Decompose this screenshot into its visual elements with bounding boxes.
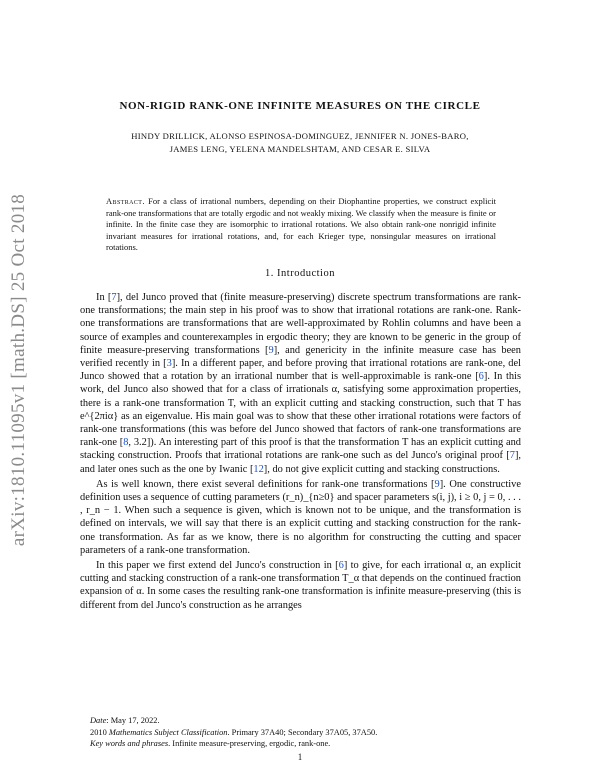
paper-title: NON-RIGID RANK-ONE INFINITE MEASURES ON THE CIRCLE (119, 100, 481, 112)
text-run: ]. One constructive definition uses a sequence of cutting parameters (r_n)_{n≥0} and spacer parameters s(i, j), i ≥ 0, j = 0, . . . , r_n − 1. When such a sequence is given, which is known not to be unique, and the transformation is defined on intervals, we will say that there is an explicit cutting and stacking construction for the rank-one transformation. As far as we know, there is no algorithm for constructing the cutting and spacer parameters of a rank-one transformation. (80, 478, 521, 556)
citation-link[interactable]: 7 (509, 450, 515, 462)
text-run: ], and later ones such as the one by Iwanic [ (80, 450, 521, 475)
footnote-year: 2010 (90, 727, 107, 737)
abstract (106, 196, 496, 254)
text-run: ], and genericity in the infinite measure case has been verified recently in [ (80, 344, 521, 370)
footnote-msc (80, 727, 520, 739)
text-run: ]. In this work, del Junco also showed that for a class of irrationals α, satisfying some approximation properties, there is a rank-one transformation T, with an explicit cutting and stacking construction, such that T has e^{2πiα} as an eigenvalue. His main goal was to show that these other irrational rotations were factors of rank-one transformations (this was before del Junco showed that factors of rank-one transformations are rank-one [ (80, 371, 521, 449)
text-run: ]. In a different paper, and before proving that irrational rotations are rank-one, del Junco showed that a rotation by an irrational number that is well-approximable is rank-one [ (80, 358, 522, 383)
arxiv-stamp-text: arXiv:1810.11095v1 [math.DS] 25 Oct 2018 (8, 193, 30, 547)
arxiv-stamp (4, 160, 34, 580)
footnote-label: Mathematics Subject Classification (108, 727, 228, 737)
paragraph (80, 559, 521, 612)
text-run: ] to give, for each irrational α, an explicit cutting and stacking construction of a rank-one transformation T_α that depends on the continued fraction expansion of α. In some cases the resulting rank-one transformation is infinite measure-preserving (this is different from del Junco's construction as he arranges (80, 560, 521, 611)
page-number: 1 (297, 752, 303, 762)
citation-link[interactable]: 6 (338, 560, 344, 572)
citation-link[interactable]: 8 (123, 437, 129, 449)
text-run: ], do not give explicit cutting and stacking constructions. (263, 463, 500, 475)
text-run: As is well known, there exist several definitions for rank-one transformations [ (96, 478, 435, 490)
citation-link[interactable]: 9 (268, 344, 274, 356)
text-run: , 3.2]). An interesting part of this proof is that the transformation T has an explicit cutting and stacking construction. Proofs that irrational rotations are rank-one such as del Junco's original proof [ (80, 437, 521, 462)
section-number: 1. (265, 268, 274, 279)
section-heading (80, 268, 520, 279)
footnote-value: . Infinite measure-preserving, ergodic, rank-one. (168, 739, 331, 749)
body-text (80, 291, 521, 612)
text-run: In this paper we first extend del Junco's construction in [ (96, 560, 339, 572)
author-list (90, 130, 510, 156)
footnotes (80, 715, 520, 750)
footnote-value: : May 17, 2022. (106, 716, 160, 725)
author-line: HINDY DRILLICK, ALONSO ESPINOSA-DOMINGUEZ, JENNIFER N. JONES-BARO, (131, 131, 469, 141)
section-title: Introduction (277, 268, 335, 279)
citation-link[interactable]: 7 (111, 292, 117, 303)
footnote-date (80, 715, 520, 727)
paragraph (80, 291, 521, 476)
citation-link[interactable]: 9 (434, 478, 440, 490)
paragraph (80, 478, 521, 557)
citation-link[interactable]: 12 (253, 463, 264, 475)
footnote-label: Date (90, 716, 107, 725)
citation-link[interactable]: 3 (166, 358, 172, 370)
text-run: In [ (96, 292, 112, 303)
footnote-keywords (80, 738, 520, 750)
author-line: JAMES LENG, YELENA MANDELSHTAM, AND CESAR E. SILVA (169, 144, 431, 154)
footnote-label: Key words and phrases (90, 739, 169, 749)
citation-link[interactable]: 6 (478, 371, 484, 383)
abstract-text: For a class of irrational numbers, depending on their Diophantine properties, we construct explicit rank-one transformations that are totally ergodic and not weakly mixing. We classify when the measure is finite or infinite. In the finite case they are isomorphic to irrational rotations. We also obtain rank-one nonrigid infinite invariant measures for irrational rotations, and, for each Krieger type, nonsingular measures on irrational rotations. (106, 196, 496, 253)
text-run: ], del Junco proved that (finite measure-preserving) discrete spectrum transformations are rank-one transformations; the main step in his proof was to show that irrational rotations are rank-one. Rank-one transformations are transformations that are well-approximated by Rohlin columns and have been a source of examples and counterexamples in ergodic theory; they are known to be generic in the group of finite measure-preserving transformations [ (80, 292, 521, 356)
abstract-label: Abstract. (106, 196, 145, 206)
footnote-value: . Primary 37A40; Secondary 37A05, 37A50. (227, 727, 378, 737)
